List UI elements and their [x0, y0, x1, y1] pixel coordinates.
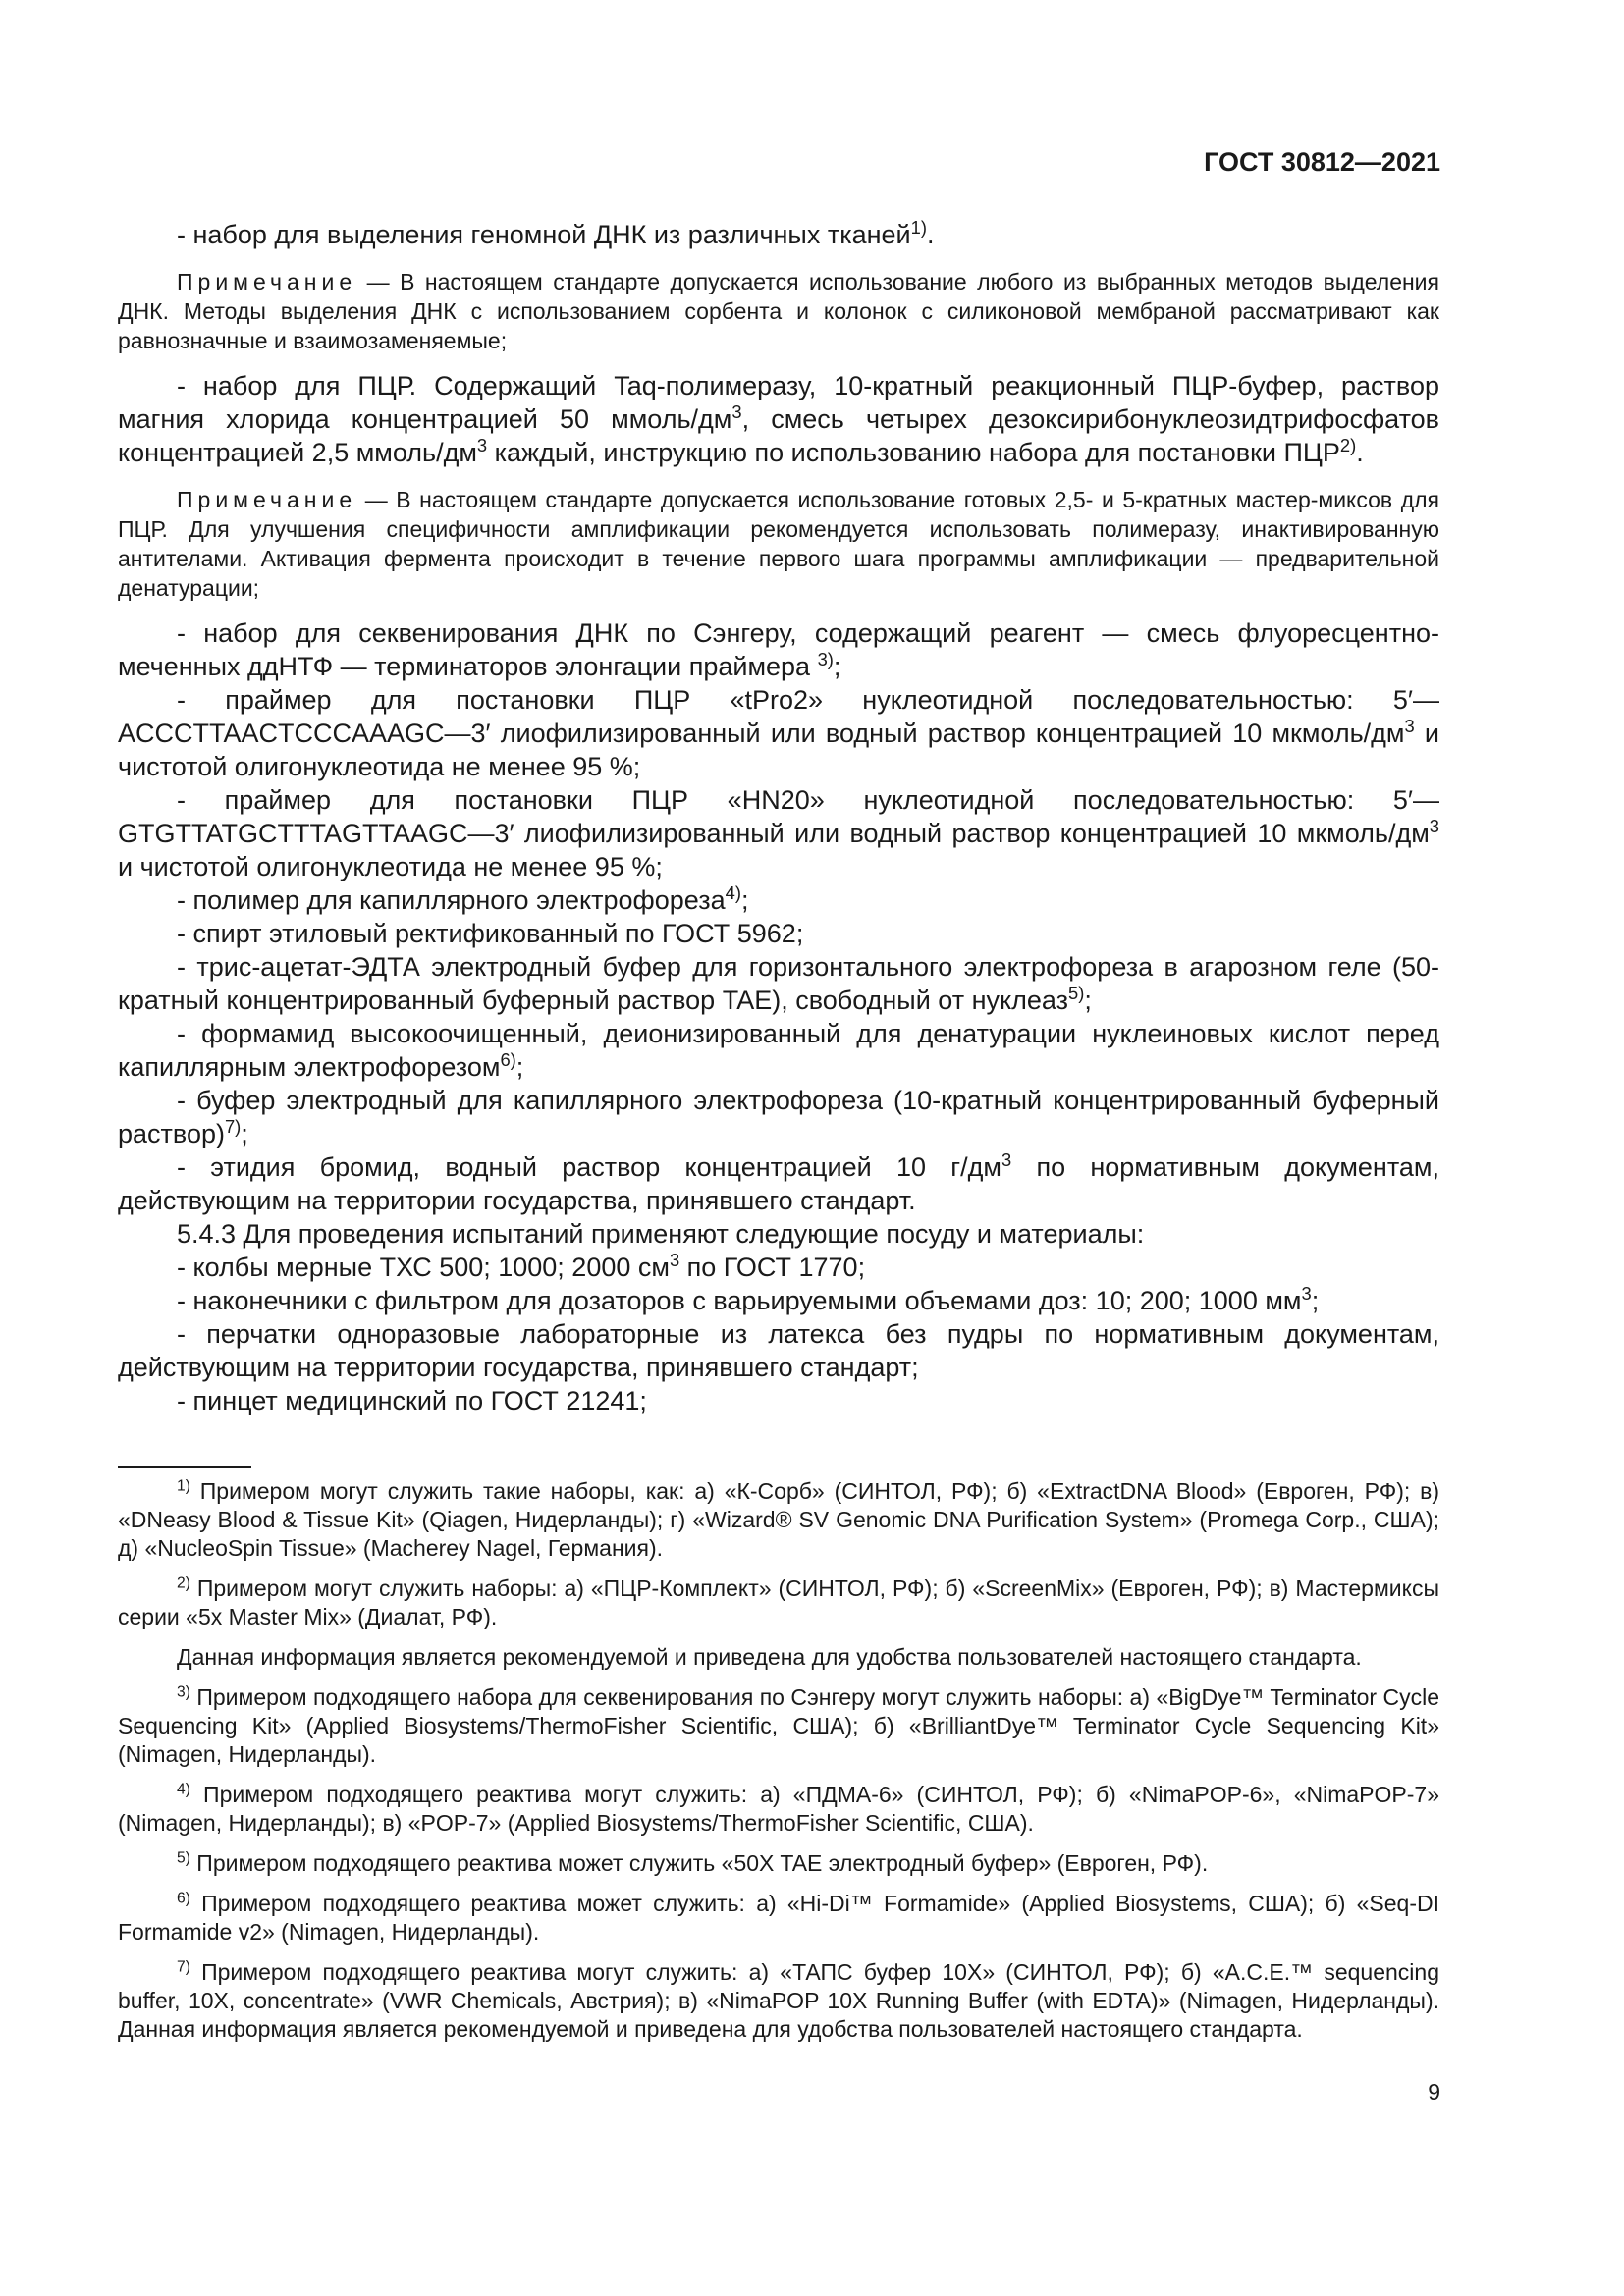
list-item-ethidium-bromide: - этидия бромид, водный раствор концентрацией 10 $г/дм^3$ по нормативным документам, действующим на территории государства, принявшего стандарт. — [118, 1149, 1439, 1215]
footnote-3: $^{3)}$ Примером подходящего набора для секвенирования по Сэнгеру могут служить наборы: а) «BigDye™ Terminator Cycle Sequencing Kit» (Applied Biosystems/ThermoFisher Scientific, США); б) «BrilliantDye™ Terminator Cycle Sequencing Kit» (Nimagen, Нидерланды). — [118, 1683, 1439, 1767]
footnote-ref[interactable]: 4) — [725, 882, 741, 903]
list-item-flasks: - колбы мерные ТХС 500; 1000; 2000 $см^3$ по ГОСТ 1770; — [177, 1250, 866, 1282]
footnote-7: $^{7)}$ Примером подходящего реактива могут служить: а) «ТАПС буфер 10X» (СИНТОЛ, РФ); б) «A.C.E.™ sequencing buffer, 10X, concentrate» (VWR Chemicals, Австрия); в) «NimaPOP 10X Running Buffer (with EDTA)» (Nimagen, Нидерланды). Данная информация является рекомендуемой и приведена для удобства пользователей настоящего стандарта. — [118, 1958, 1439, 2042]
footnote-ref[interactable]: 1) — [910, 217, 927, 238]
footnote-ref[interactable]: 6) — [500, 1049, 516, 1070]
main-text — [118, 218, 1439, 1417]
list-item-formamide: - формамид высокоочищенный, деионизированный для денатурации нуклеиновых кислот перед капиллярным электрофорезом$^{6)}$; — [118, 1019, 1439, 1082]
note-2: Примечание — В настоящем стандарте допускается использование готовых 2,5- и 5-кратных мастер-миксов для ПЦР. Для улучшения специфичности амплификации рекомендуется использовать полимеразу, инактивированную антителами. Активация фермента происходит в течение первого шага программы амплификации — предварительной денатурации; — [118, 487, 1439, 601]
footnote-ref[interactable]: 3) — [817, 649, 834, 669]
list-item-ethanol: - спирт этиловый ректификованный по ГОСТ 5962; — [177, 919, 804, 948]
section-5-4-3: 5.4.3 Для проведения испытаний применяют следующие посуду и материалы: — [177, 1219, 1145, 1249]
list-item-tips: - наконечники с фильтром для дозаторов с варьируемыми объемами доз: 10; 200; 1000 $мм^3$; — [177, 1283, 1320, 1315]
list-item-polymer: - полимер для капиллярного электрофореза$^{4)}$; — [177, 882, 749, 915]
list-item-primer-hn20: - праймер для постановки ПЦР «HN20» нуклеотидной последовательностью: 5′—GTGTTATGCTTTAGTTAAGC—3′ лиофилизированный или водный раствор концентрацией 10 мкмоль/$дм^3$ и чистотой олигонуклеотида не менее 95 %; — [118, 785, 1439, 881]
list-item-dna-kit: - набор для выделения геномной ДНК из различных тканей$^{1)}$. — [177, 217, 935, 249]
note-label: Примечание — [177, 487, 357, 512]
footnote-ref[interactable]: 7) — [224, 1116, 242, 1137]
footnotes — [118, 1477, 1439, 2056]
footnote-2-continuation: Данная информация является рекомендуемой и приведена для удобства пользователей настоящего стандарта. — [177, 1644, 1362, 1670]
list-item-primer-tpro2: - праймер для постановки ПЦР «tPro2» нуклеотидной последовательностью: 5′—ACCCTTAACTCCCAAAGC—3′ лиофилизированный или водный раствор концентрацией 10 мкмоль/$дм^3$ и чистотой олигонуклеотида не менее 95 %; — [118, 685, 1439, 781]
note-label: Примечание — [177, 269, 357, 294]
footnote-ref[interactable]: 5) — [1067, 983, 1085, 1003]
footnote-6: $^{6)}$ Примером подходящего реактива может служить: а) «Hi-Di™ Formamide» (Applied Biosystems, США); б) «Seq-DI Formamide v2» (Nimagen, Нидерланды). — [118, 1890, 1439, 1945]
note-1: Примечание — В настоящем стандарте допускается использование любого из выбранных методов выделения ДНК. Методы выделения ДНК с использованием сорбента и колонок с силиконовой мембраной рассматривают как равнозначные и взаимозаменяемые; — [118, 269, 1439, 353]
document-header: ГОСТ 30812—2021 — [1204, 147, 1440, 177]
list-item-tweezers: - пинцет медицинский по ГОСТ 21241; — [177, 1386, 647, 1415]
footnote-divider — [118, 1466, 251, 1468]
list-item-tae-buffer: - трис-ацетат-ЭДТА электродный буфер для горизонтального электрофореза в агарозном геле (50-кратный концентрированный буферный раствор TAE), свободный от нуклеаз$^{5)}$; — [118, 952, 1439, 1015]
footnote-5: $^{5)}$ Примером подходящего реактива может служить «50X TAE электродный буфер» (Евроген, РФ). — [177, 1849, 1209, 1876]
footnote-ref[interactable]: 2) — [1339, 435, 1357, 455]
list-item-electrode-buffer: - буфер электродный для капиллярного электрофореза (10-кратный концентрированный буферный раствор)$^{7)}$; — [118, 1086, 1439, 1148]
footnote-1: $^{1)}$ Примером могут служить такие наборы, как: а) «К-Сорб» (СИНТОЛ, РФ); б) «ExtractDNA Blood» (Евроген, РФ); в) «DNeasy Blood & Tissue Kit» (Qiagen, Нидерланды); г) «Wizard® SV Genomic DNA Purification System» (Promega Corp., США); д) «NucleoSpin Tissue» (Macherey Nagel, Германия). — [118, 1477, 1439, 1561]
page-number: 9 — [1428, 2079, 1440, 2105]
list-item-gloves: - перчатки одноразовые лабораторные из латекса без пудры по нормативным документам, действующим на территории государства, принявшего стандарт; — [118, 1319, 1439, 1382]
list-item-sequencing-kit: - набор для секвенирования ДНК по Сэнгеру, содержащий реагент — смесь флуоресцентно-меченных ддНТФ — терминаторов элонгации праймера $^{3)}$; — [118, 618, 1439, 681]
list-item-pcr-kit: - набор для ПЦР. Содержащий Taq-полимеразу, 10-кратный реакционный ПЦР-буфер, раствор магния хлорида концентрацией 50 ммоль/$дм^3$, смесь четырех дезоксирибонуклеозидтрифосфатов концентрацией 2,5 ммоль/$дм^3$ каждый, инструкцию по использованию набора для постановки ПЦР$^{2)}$. — [118, 371, 1440, 467]
footnote-2: $^{2)}$ Примером могут служить наборы: а) «ПЦР-Комплект» (СИНТОЛ, РФ); б) «ScreenMix» (Евроген, РФ); в) Мастермиксы серии «5x Master Mix» (Диалат, РФ). — [118, 1575, 1439, 1629]
footnote-4: $^{4)}$ Примером подходящего реактива могут служить: а) «ПДМА-6» (СИНТОЛ, РФ); б) «NimaPOP-6», «NimaPOP-7» (Nimagen, Нидерланды); в) «POP-7» (Applied Biosystems/ThermoFisher Scientific, США). — [118, 1781, 1439, 1836]
